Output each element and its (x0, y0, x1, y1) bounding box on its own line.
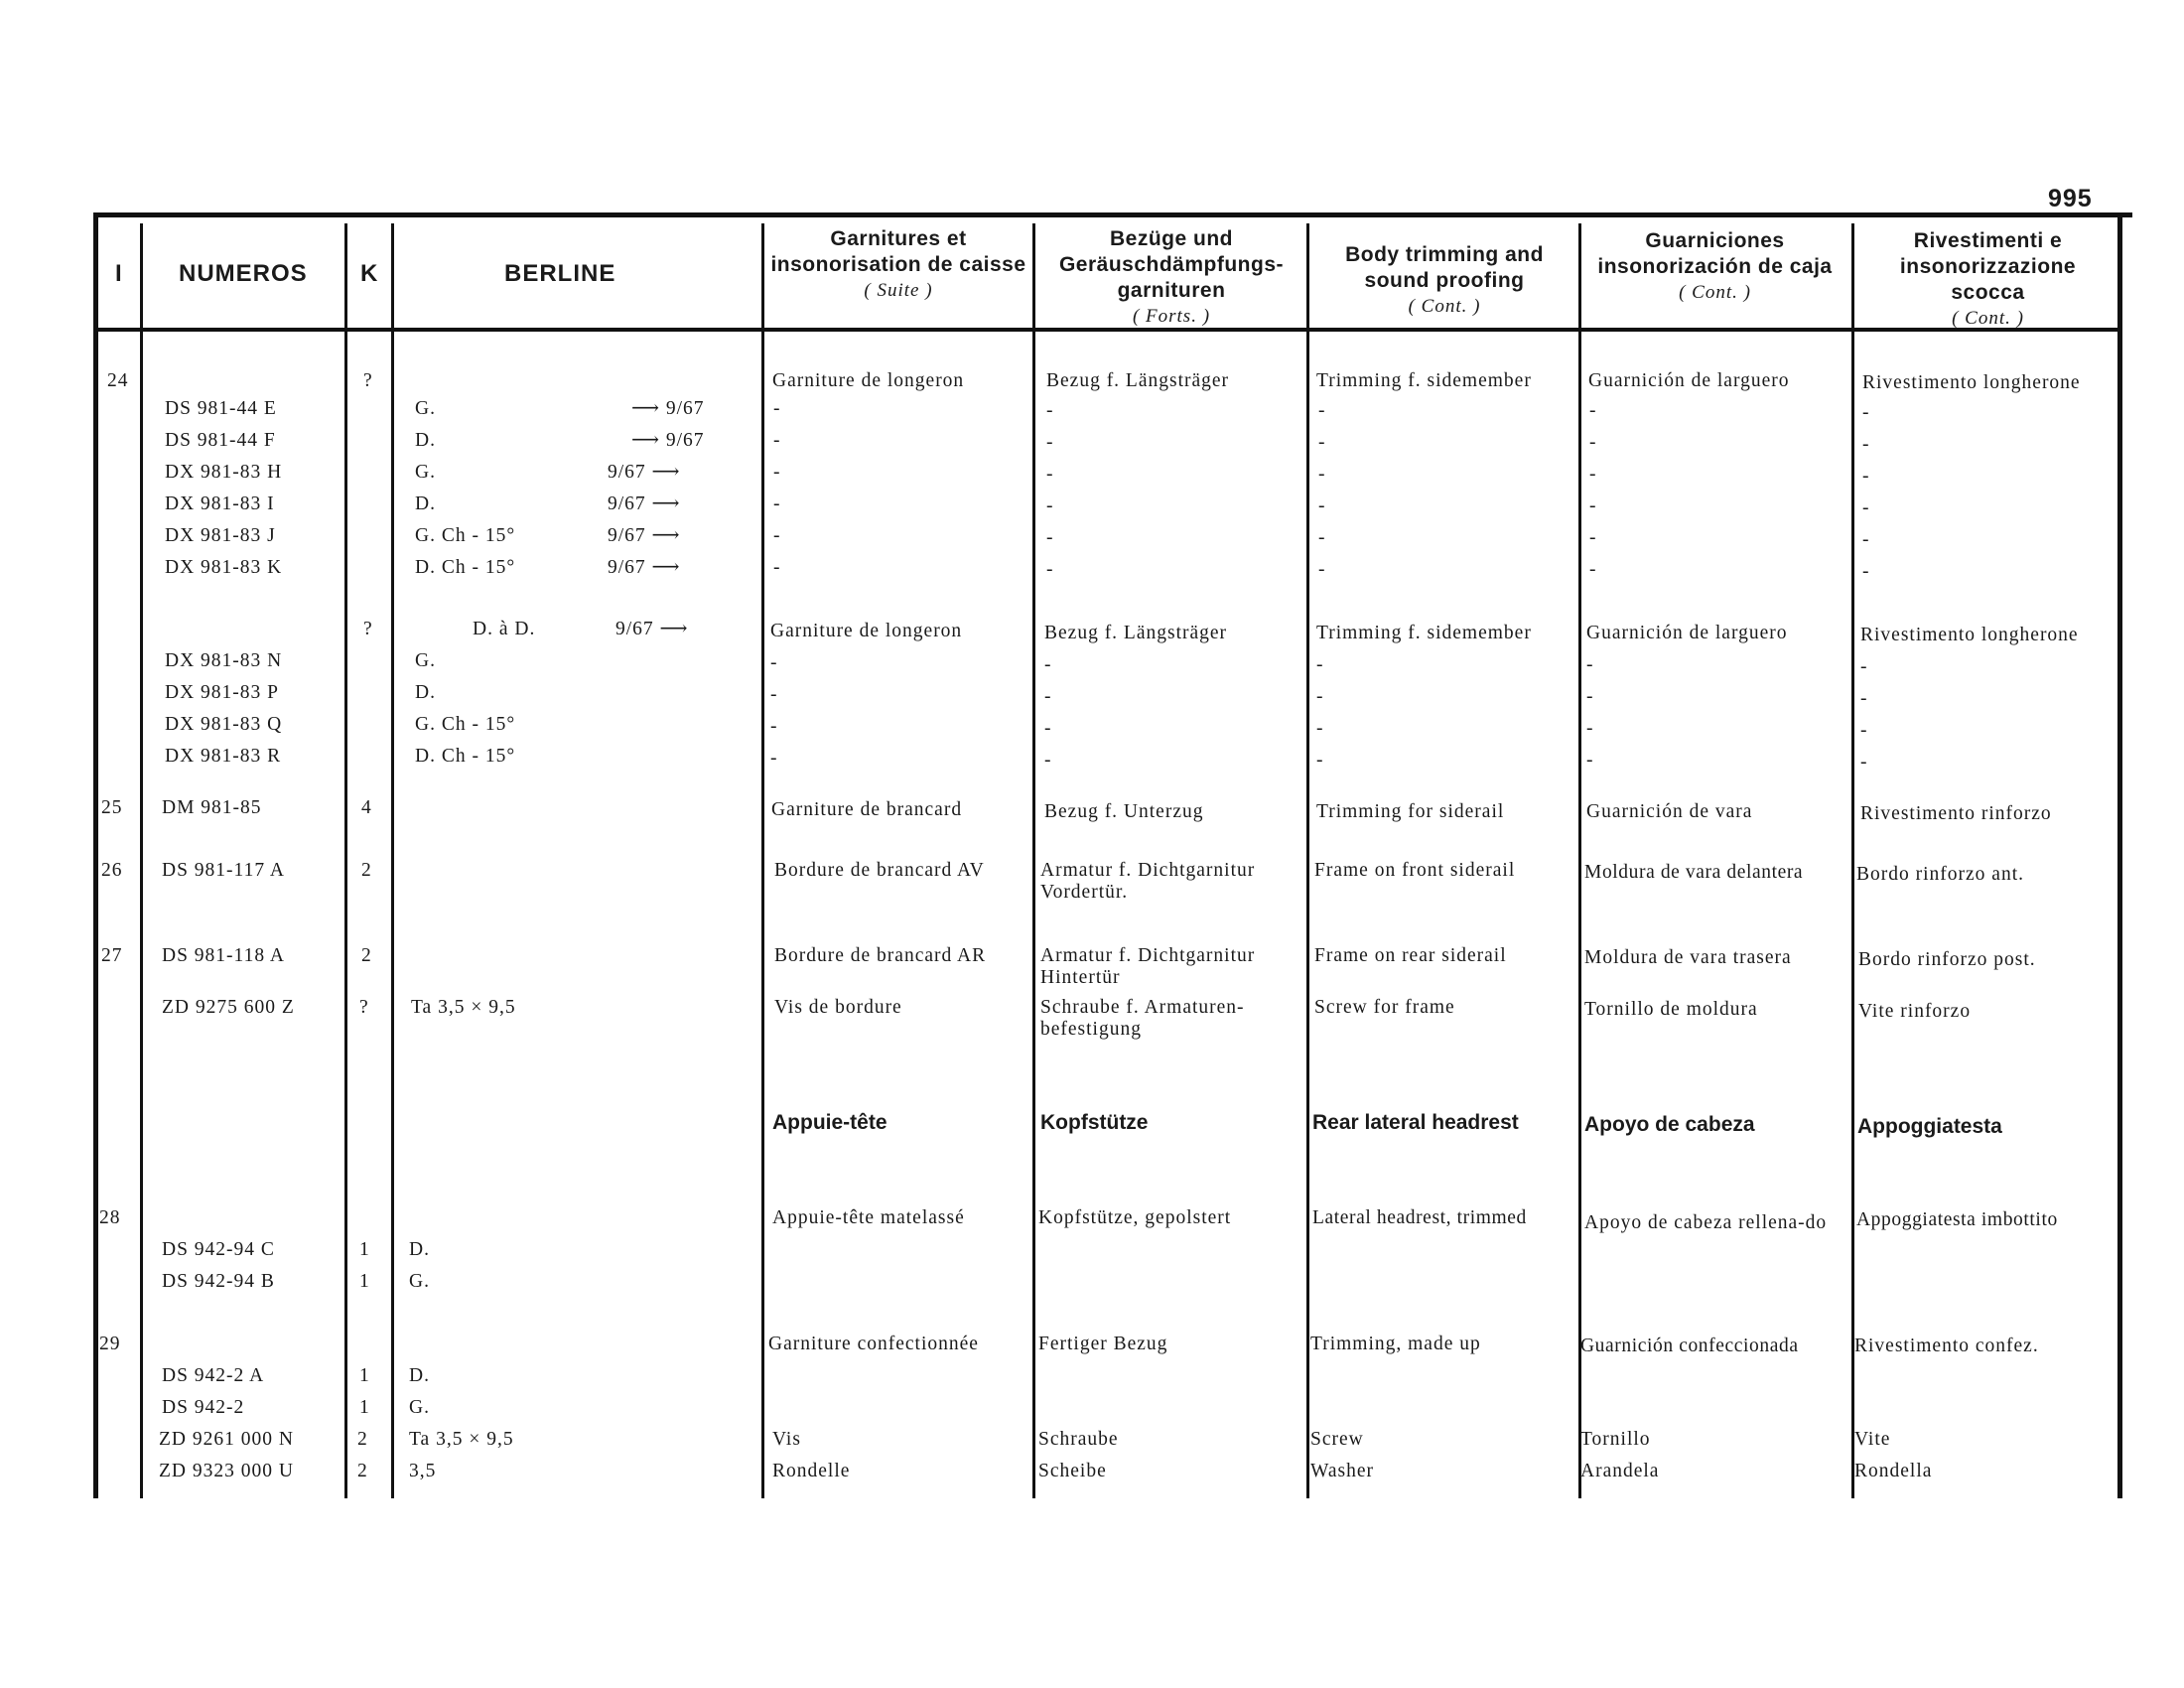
row-desc-it: - (1860, 752, 1868, 773)
row-desc-fr: - (773, 493, 781, 514)
divider-k (391, 223, 394, 1498)
row-berline: G. (409, 1271, 430, 1292)
row-part-number: DX 981-83 J (165, 525, 276, 546)
row-part-number: DS 942-2 (162, 1397, 245, 1418)
row-berline: G. (409, 1397, 430, 1418)
row-desc-fr: Vis (772, 1429, 801, 1450)
row-desc-it: - (1862, 402, 1870, 423)
row-desc-fr: - (773, 398, 781, 419)
row-desc-en: - (1318, 400, 1326, 421)
row-desc-it: - (1862, 434, 1870, 455)
row-index: 26 (101, 860, 123, 881)
row-part-number: DS 981-44 F (165, 430, 276, 451)
row-part-number: DM 981-85 (162, 797, 262, 818)
row-berline: D. (415, 430, 436, 451)
row-index: 29 (99, 1334, 121, 1354)
row-qty: 2 (357, 1461, 368, 1481)
row-berline: D. à D. (473, 619, 536, 639)
section-title-it: Appoggiatesta (1857, 1115, 2002, 1138)
row-part-number: DS 981-44 E (165, 398, 277, 419)
row-desc-it: Bordo rinforzo ant. (1856, 864, 2025, 885)
row-part-number: DX 981-83 Q (165, 714, 283, 735)
row-desc-en: - (1318, 495, 1326, 516)
row-qty: 4 (361, 797, 372, 818)
row-berline: G. (415, 398, 436, 419)
row-desc-fr: - (770, 684, 778, 705)
row-desc-en: Screw for frame (1314, 997, 1455, 1018)
header-french (769, 226, 1027, 304)
row-desc-fr: Vis de bordure (774, 997, 902, 1018)
header-k: K (360, 260, 379, 287)
row-part-number: DX 981-83 I (165, 493, 275, 514)
header-spanish-title: Guarniciones insonorización de caja (1597, 229, 1833, 278)
row-berline: G. Ch - 15° (415, 525, 516, 546)
row-qty: ? (359, 997, 369, 1018)
row-desc-en: Washer (1310, 1461, 1374, 1481)
row-desc-en: - (1318, 527, 1326, 548)
row-desc-en: - (1316, 718, 1324, 739)
header-english-title: Body trimming and sound proofing (1345, 243, 1544, 292)
row-desc-de: - (1046, 464, 1054, 485)
row-berline: D. (409, 1365, 430, 1386)
row-desc-en: Trimming, made up (1310, 1334, 1481, 1354)
row-desc-de: Kopfstütze, gepolstert (1038, 1207, 1232, 1228)
row-part-number: DS 981-118 A (162, 945, 285, 966)
row-desc-fr: Appuie-tête matelassé (772, 1207, 965, 1228)
divider-de (1306, 223, 1309, 1498)
row-desc-es: - (1589, 527, 1597, 548)
row-part-number: DS 942-94 B (162, 1271, 275, 1292)
row-desc-es: - (1586, 686, 1594, 707)
row-date: ⟶ 9/67 (631, 398, 705, 419)
row-desc-es: Moldura de vara trasera (1584, 947, 1792, 968)
row-desc-en: Trimming for siderail (1316, 801, 1505, 822)
row-desc-es: Apoyo de cabeza rellena-do (1584, 1212, 1828, 1233)
row-desc-de: - (1046, 495, 1054, 516)
row-index: 28 (99, 1207, 121, 1228)
row-desc-it: - (1862, 466, 1870, 487)
row-desc-en: Lateral headrest, trimmed (1312, 1207, 1527, 1228)
row-desc-en: - (1318, 559, 1326, 580)
row-desc-de: Bezug f. Längsträger (1044, 623, 1228, 643)
row-desc-de: - (1046, 400, 1054, 421)
row-berline: 3,5 (409, 1461, 437, 1481)
header-french-title: Garnitures et insonorisation de caisse (770, 227, 1026, 276)
header-english (1320, 242, 1569, 320)
row-desc-it: - (1862, 561, 1870, 582)
row-qty: ? (363, 619, 373, 639)
header-italian-title: Rivestimenti e insonorizzazione scocca (1899, 229, 2077, 304)
row-desc-en: Frame on front siderail (1314, 860, 1516, 881)
row-part-number: DS 942-94 C (162, 1239, 275, 1260)
row-desc-fr: Bordure de brancard AV (774, 860, 985, 881)
row-qty: 1 (359, 1271, 370, 1292)
row-index: 27 (101, 945, 123, 966)
row-desc-de: Armatur f. Dichtgarnitur Hintertür (1040, 945, 1256, 988)
header-german-sub: ( Forts. ) (1132, 306, 1211, 327)
page-number: 995 (2048, 185, 2093, 212)
row-desc-fr: - (770, 652, 778, 673)
row-part-number: ZD 9323 000 U (159, 1461, 294, 1481)
row-berline: G. Ch - 15° (415, 714, 516, 735)
row-qty: ? (363, 370, 373, 391)
row-desc-fr: Bordure de brancard AR (774, 945, 987, 966)
row-part-number: DS 981-117 A (162, 860, 285, 881)
divider-i (140, 223, 143, 1498)
row-desc-es: - (1589, 495, 1597, 516)
row-desc-en: - (1318, 464, 1326, 485)
row-desc-it: Rivestimento rinforzo (1860, 803, 2052, 824)
row-desc-it: - (1862, 529, 1870, 550)
divider-numeros (344, 223, 347, 1498)
row-desc-fr: Garniture de brancard (771, 799, 963, 820)
row-desc-it: - (1862, 497, 1870, 518)
section-title-de: Kopfstütze (1040, 1111, 1149, 1134)
divider-berline (761, 223, 764, 1498)
row-desc-it: Rivestimento longherone (1860, 625, 2079, 645)
row-desc-es: Guarnición de larguero (1586, 623, 1788, 643)
row-desc-it: Rivestimento longherone (1862, 372, 2081, 393)
row-berline: Ta 3,5 × 9,5 (409, 1429, 514, 1450)
row-desc-de: - (1044, 718, 1052, 739)
row-index: 24 (107, 370, 129, 391)
row-qty: 2 (357, 1429, 368, 1450)
row-part-number: ZD 9275 600 Z (162, 997, 295, 1018)
row-desc-es: - (1589, 464, 1597, 485)
row-date: 9/67 ⟶ (608, 493, 681, 514)
row-desc-en: - (1316, 686, 1324, 707)
row-desc-en: Trimming f. sidemember (1316, 370, 1532, 391)
row-berline: D. Ch - 15° (415, 746, 516, 767)
row-desc-en: - (1316, 654, 1324, 675)
row-desc-en: Screw (1310, 1429, 1364, 1450)
row-desc-es: Tornillo (1580, 1429, 1651, 1450)
row-desc-it: Appoggiatesta imbottito (1856, 1209, 2058, 1230)
row-desc-it: Rondella (1854, 1461, 1933, 1481)
divider-en (1578, 223, 1581, 1498)
row-qty: 2 (361, 945, 372, 966)
row-desc-it: Vite (1854, 1429, 1891, 1450)
row-desc-it: - (1860, 720, 1868, 741)
row-desc-it: Bordo rinforzo post. (1858, 949, 2036, 970)
row-desc-de: Schraube f. Armaturen-befestigung (1040, 997, 1245, 1040)
table-right-border (2117, 212, 2122, 1498)
row-desc-de: - (1046, 432, 1054, 453)
row-desc-en: Frame on rear siderail (1314, 945, 1507, 966)
row-part-number: DX 981-83 R (165, 746, 282, 767)
row-desc-de: Bezug f. Unterzug (1044, 801, 1204, 822)
row-berline: D. Ch - 15° (415, 557, 516, 578)
row-desc-es: Guarnición de vara (1586, 801, 1753, 822)
row-desc-de: Bezug f. Längsträger (1046, 370, 1230, 391)
row-desc-de: - (1046, 527, 1054, 548)
header-spanish (1588, 228, 1842, 306)
row-desc-es: - (1589, 400, 1597, 421)
row-desc-fr: - (773, 462, 781, 483)
header-numeros: NUMEROS (179, 260, 308, 287)
header-italian (1861, 228, 2115, 332)
row-desc-es: - (1586, 718, 1594, 739)
row-desc-en: - (1318, 432, 1326, 453)
header-italian-sub: ( Cont. ) (1952, 308, 2024, 329)
divider-fr (1032, 223, 1035, 1498)
row-berline: Ta 3,5 × 9,5 (411, 997, 516, 1018)
row-desc-es: Guarnición confeccionada (1580, 1336, 1799, 1356)
row-date: ⟶ 9/67 (631, 430, 705, 451)
row-berline: D. (415, 682, 436, 703)
header-french-sub: ( Suite ) (864, 280, 933, 301)
row-part-number: DX 981-83 K (165, 557, 283, 578)
row-date: 9/67 ⟶ (608, 462, 681, 483)
row-part-number: ZD 9261 000 N (159, 1429, 294, 1450)
row-desc-it: Vite rinforzo (1858, 1001, 1972, 1022)
row-berline: D. (415, 493, 436, 514)
row-desc-es: Moldura de vara delantera (1584, 862, 1804, 883)
row-desc-de: - (1044, 686, 1052, 707)
row-desc-fr: - (773, 557, 781, 578)
row-desc-es: - (1589, 559, 1597, 580)
row-desc-it: - (1860, 688, 1868, 709)
row-desc-fr: Garniture de longeron (772, 370, 965, 391)
header-berline: BERLINE (504, 260, 616, 287)
row-desc-en: - (1316, 750, 1324, 771)
row-part-number: DX 981-83 N (165, 650, 283, 671)
row-desc-es: - (1589, 432, 1597, 453)
row-desc-en: Trimming f. sidemember (1316, 623, 1532, 643)
row-desc-de: Armatur f. Dichtgarnitur Vordertür. (1040, 860, 1256, 903)
row-desc-fr: Garniture confectionnée (768, 1334, 979, 1354)
row-qty: 1 (359, 1397, 370, 1418)
section-title-en: Rear lateral headrest (1312, 1111, 1519, 1134)
row-qty: 1 (359, 1239, 370, 1260)
row-desc-de: Schraube (1038, 1429, 1119, 1450)
row-desc-fr: - (773, 525, 781, 546)
row-desc-es: - (1586, 654, 1594, 675)
row-qty: 1 (359, 1365, 370, 1386)
row-desc-fr: Rondelle (772, 1461, 851, 1481)
row-desc-de: - (1044, 750, 1052, 771)
row-desc-es: Arandela (1580, 1461, 1660, 1481)
row-qty: 2 (361, 860, 372, 881)
row-desc-fr: - (773, 430, 781, 451)
row-desc-es: - (1586, 750, 1594, 771)
divider-es (1851, 223, 1854, 1498)
row-desc-fr: - (770, 716, 778, 737)
section-title-es: Apoyo de cabeza (1584, 1113, 1755, 1136)
row-berline: G. (415, 650, 436, 671)
header-german-title: Bezüge und Geräuschdämpfungs-garnituren (1058, 227, 1285, 302)
row-desc-de: - (1044, 654, 1052, 675)
row-berline: G. (415, 462, 436, 483)
row-date: 9/67 ⟶ (608, 525, 681, 546)
row-berline: D. (409, 1239, 430, 1260)
row-desc-it: Rivestimento confez. (1854, 1336, 2039, 1356)
header-i: I (115, 260, 123, 287)
section-title-fr: Appuie-tête (772, 1111, 887, 1134)
row-desc-fr: Garniture de longeron (770, 621, 963, 641)
row-desc-fr: - (770, 748, 778, 769)
header-german (1040, 226, 1302, 330)
header-spanish-sub: ( Cont. ) (1679, 282, 1751, 303)
row-date: 9/67 ⟶ (608, 557, 681, 578)
row-part-number: DX 981-83 P (165, 682, 280, 703)
row-desc-de: Fertiger Bezug (1038, 1334, 1168, 1354)
row-index: 25 (101, 797, 123, 818)
row-desc-de: - (1046, 559, 1054, 580)
row-desc-de: Scheibe (1038, 1461, 1107, 1481)
row-part-number: DS 942-2 A (162, 1365, 265, 1386)
table-left-border (93, 212, 98, 1498)
header-english-sub: ( Cont. ) (1408, 296, 1481, 317)
row-desc-es: Tornillo de moldura (1584, 999, 1758, 1020)
row-date: 9/67 ⟶ (615, 619, 689, 639)
row-desc-it: - (1860, 656, 1868, 677)
row-part-number: DX 981-83 H (165, 462, 283, 483)
row-desc-es: Guarnición de larguero (1588, 370, 1790, 391)
table-top-border (94, 212, 2132, 217)
